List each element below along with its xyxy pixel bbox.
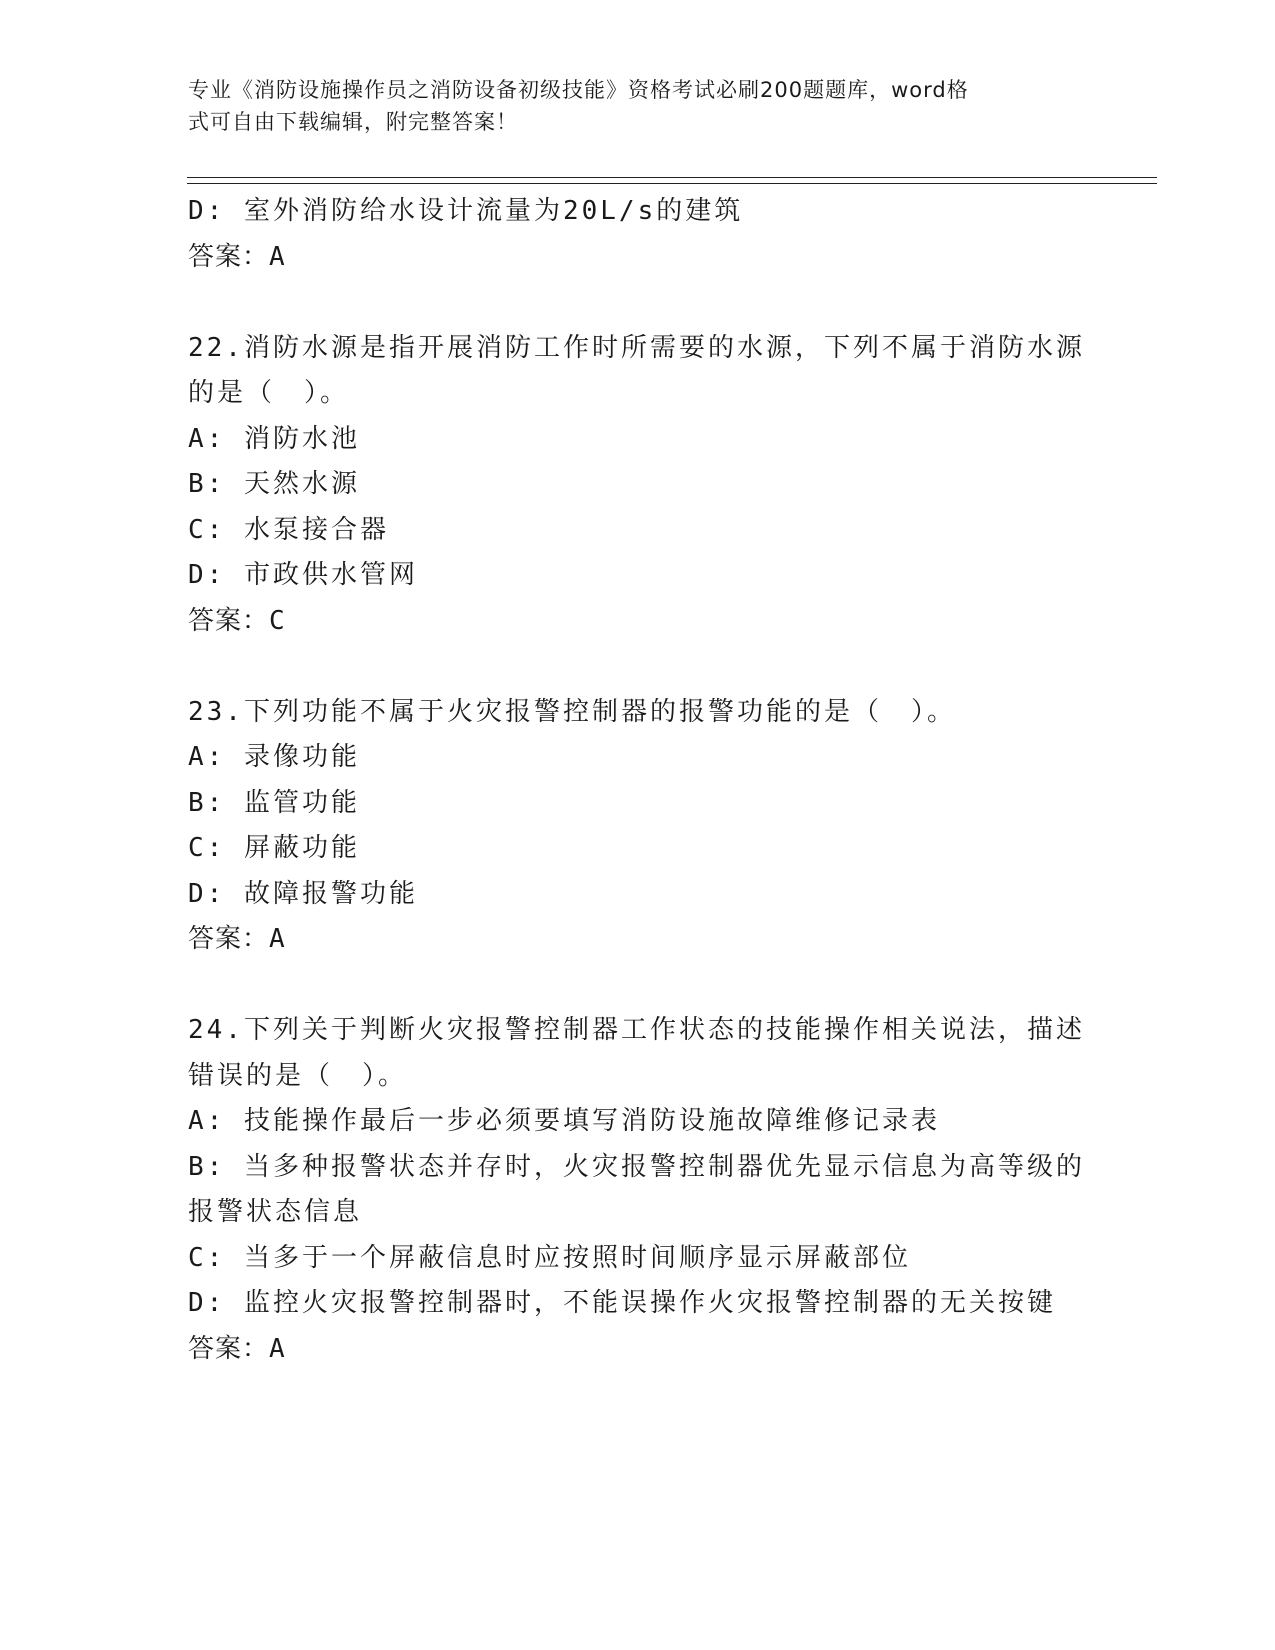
option-a: A: 消防水池 [188, 423, 360, 454]
page-header [188, 74, 1068, 138]
answer-label: 答案： [188, 605, 270, 636]
header-title-line-2: 式可自由下载编辑，附完整答案！ [188, 110, 518, 134]
question-stem-line-1: 22.消防水源是指开展消防工作时所需要的水源，下列不属于消防水源 [188, 332, 1085, 363]
option-b: B: 天然水源 [188, 469, 360, 499]
answer-value: A [269, 924, 286, 954]
option-c: C: 水泵接合器 [188, 514, 389, 545]
option-c: C: 屏蔽功能 [188, 833, 360, 863]
answer-label: 答案： [188, 924, 270, 954]
answer-value: C [269, 605, 286, 636]
header-title-line-1: 专业《消防设施操作员之消防设备初级技能》资格考试必刷200题题库，word格 [188, 78, 969, 102]
header-divider-bottom [187, 183, 1157, 184]
option-d: D: 故障报警功能 [188, 878, 418, 909]
option-d: D: 市政供水管网 [188, 560, 418, 590]
question-22 [188, 326, 1088, 645]
option-d: D: 室外消防给水设计流量为20L/s的建筑 [188, 196, 744, 226]
answer-label: 答案： [188, 241, 270, 272]
question-stem-line-1: 23.下列功能不属于火灾报警控制器的报警功能的是（ ）。 [188, 696, 956, 727]
question-24 [188, 1008, 1088, 1372]
question-list [188, 189, 1088, 1372]
header-divider-top [187, 177, 1157, 178]
answer-line [188, 599, 1088, 645]
answer-line [188, 1327, 1088, 1373]
answer-label: 答案： [188, 1333, 270, 1364]
option-b-line-1: B: 当多种报警状态并存时，火灾报警控制器优先显示信息为高等级的 [188, 1151, 1085, 1182]
option-b: B: 监管功能 [188, 787, 360, 818]
option-a: A: 技能操作最后一步必须要填写消防设施故障维修记录表 [188, 1106, 940, 1136]
spacer [188, 963, 1088, 1009]
prev-question-tail [188, 189, 1088, 280]
option-c: C: 当多于一个屏蔽信息时应按照时间顺序显示屏蔽部位 [188, 1242, 911, 1273]
answer-value: A [269, 1333, 286, 1364]
option-b-line-2: 报警状态信息 [188, 1197, 363, 1227]
question-stem-line-2: 的是（ ）。 [188, 378, 350, 408]
question-23 [188, 690, 1088, 963]
question-stem-line-2: 错误的是（ ）。 [188, 1060, 408, 1091]
question-stem-line-1: 24.下列关于判断火灾报警控制器工作状态的技能操作相关说法，描述 [188, 1015, 1085, 1045]
answer-line [188, 235, 1088, 281]
option-d: D: 监控火灾报警控制器时，不能误操作火灾报警控制器的无关按键 [188, 1288, 1056, 1318]
option-a: A: 录像功能 [188, 742, 360, 772]
spacer [188, 644, 1088, 690]
answer-line [188, 917, 1088, 963]
spacer [188, 280, 1088, 326]
answer-value: A [269, 241, 286, 272]
